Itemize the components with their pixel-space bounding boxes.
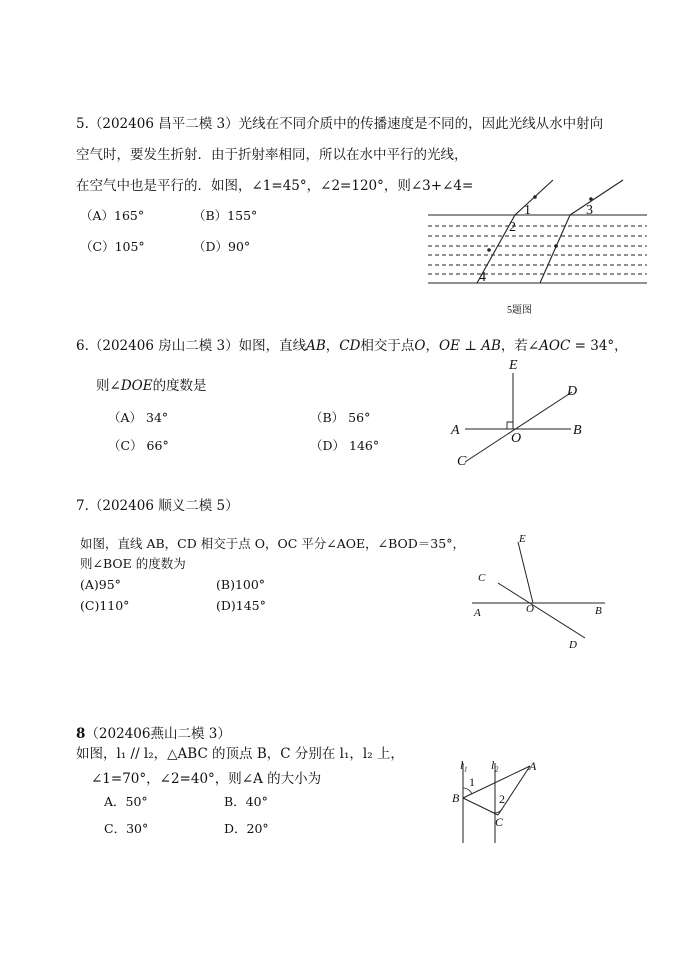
q5-angle-label-3: 3 <box>586 203 593 218</box>
q8-option-a: A．50° <box>104 794 148 809</box>
q6-label-c: C <box>457 454 467 469</box>
q6-option-c: （C） 66° <box>108 438 169 453</box>
q6-label-b: B <box>573 423 582 438</box>
q5-arrow-dot <box>589 197 593 201</box>
q8-label-c: C <box>495 815 504 829</box>
q8-angle-label-2: 2 <box>499 792 505 806</box>
q7-label-c: C <box>478 572 486 584</box>
q8-stem-line1: 如图，l₁ // l₂，△ABC 的顶点 B，C 分别在 l₁，l₂ 上， <box>76 746 404 762</box>
q8-angle-label-1: 1 <box>469 775 475 789</box>
q5-arrow-dot <box>554 244 558 248</box>
q6-stem-line2: 则∠DOE的度数是 <box>96 378 207 394</box>
q6-stem-line1: 6.（202406 房山二模 3）如图，直线AB，CD相交于点O，OE ⊥ AB，若∠AOC = 34°， <box>76 338 628 354</box>
q7-label-d: D <box>569 639 577 651</box>
q6-figure <box>445 355 595 470</box>
q8-label-l1: l₁ <box>460 758 468 772</box>
q7-option-c: (C)110° <box>80 598 130 613</box>
q7-label-e: E <box>519 533 526 545</box>
q6-label-o: O <box>511 431 522 446</box>
q8-figure <box>440 755 550 850</box>
q5-refraction-figure <box>425 190 650 316</box>
q6-right-angle-mark <box>507 422 513 429</box>
q5-stem-line3: 在空气中也是平行的．如图，∠1=45°，∠2=120°，则∠3+∠4= <box>76 178 474 194</box>
q7-label-a: A <box>474 607 481 619</box>
q8-stem-line2: ∠1=70°，∠2=40°，则∠A 的大小为 <box>91 771 322 787</box>
q5-water-lines <box>428 226 647 274</box>
q8-option-b: B．40° <box>224 794 268 809</box>
q6-option-b: （B） 56° <box>310 410 371 425</box>
q5-angle-label-4: 4 <box>479 270 486 285</box>
q6-option-d: （D） 146° <box>310 438 380 453</box>
q7-figure <box>465 530 615 655</box>
q8-label-l2: l₂ <box>491 758 499 772</box>
q7-title: 7.（202406 顺义二模 5） <box>76 498 239 514</box>
q7-ray-oe <box>518 542 533 603</box>
q5-angle-label-1: 1 <box>524 203 531 218</box>
q5-arrow-dot <box>487 248 491 252</box>
q6-label-e: E <box>509 358 518 373</box>
q6-option-a: （A） 34° <box>108 410 169 425</box>
q8-title: 8（202406燕山二模 3） <box>76 726 231 742</box>
q8-option-c: C．30° <box>104 821 149 836</box>
q7-line-cd <box>498 583 585 638</box>
q5-option-a: （A）165° <box>80 208 145 223</box>
q5-angle-label-2: 2 <box>509 220 516 235</box>
q8-label-b: B <box>452 791 460 805</box>
q8-option-d: D．20° <box>224 821 269 836</box>
q6-label-d: D <box>567 384 578 399</box>
q7-option-d: (D)145° <box>216 598 266 613</box>
q5-stem-line2: 空气时，要发生折射．由于折射率相同，所以在水中平行的光线， <box>76 147 468 163</box>
q6-line-cd <box>465 392 572 462</box>
q7-stem-line2: 则∠BOE 的度数为 <box>80 556 186 571</box>
q5-light-ray-2 <box>540 180 623 283</box>
q8-label-a: A <box>529 759 537 773</box>
q7-label-b: B <box>595 605 602 617</box>
q5-option-d: （D）90° <box>193 239 251 254</box>
q7-option-a: (A)95° <box>80 577 121 592</box>
q5-arrow-dot <box>533 195 537 199</box>
q5-figure-caption: 5题图 <box>507 305 532 316</box>
q7-option-b: (B)100° <box>216 577 266 592</box>
q5-option-b: （B）155° <box>193 208 258 223</box>
q5-stem-line1: 5.（202406 昌平二模 3）光线在不同介质中的传播速度是不同的，因此光线从水中射向 <box>76 116 604 132</box>
q6-label-a: A <box>451 423 460 438</box>
q5-option-c: （C）105° <box>80 239 145 254</box>
q7-label-o: O <box>526 603 534 615</box>
q7-stem-line1: 如图，直线 AB，CD 相交于点 O，OC 平分∠AOE，∠BOD＝35°， <box>80 536 465 551</box>
